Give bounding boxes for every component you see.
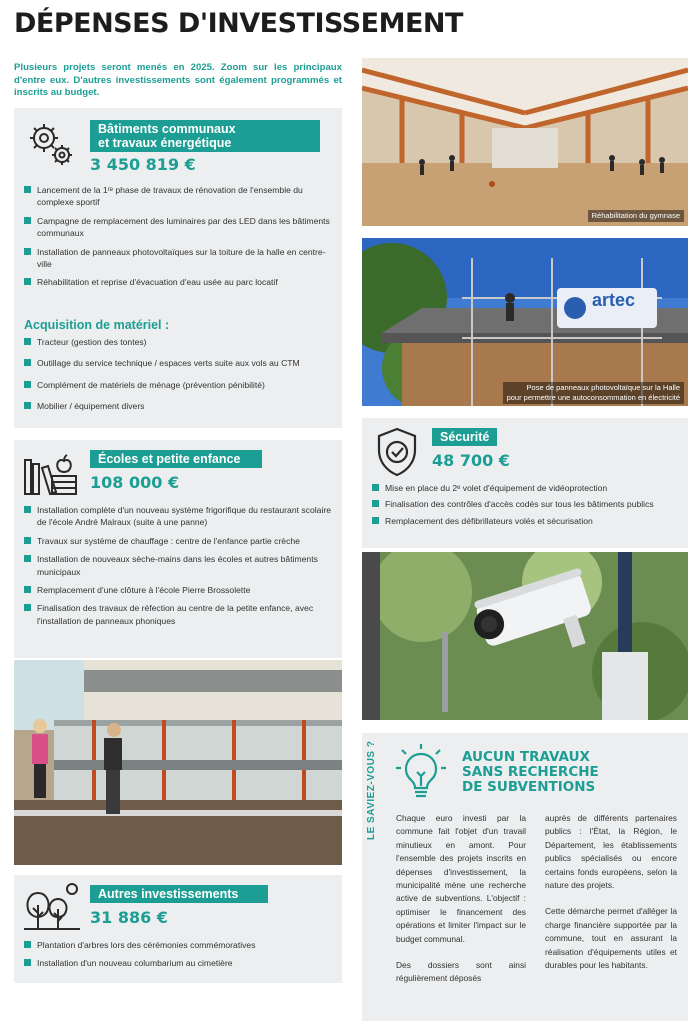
trees-icon (22, 879, 82, 935)
gym-photo (362, 58, 688, 226)
list-item: Installation de panneaux photovoltaïques sur la toiture de la halle en centre-ville (24, 246, 334, 271)
canteen-photo (14, 660, 342, 865)
security-title-badge: Sécurité (432, 428, 497, 446)
list-item: Mobilier / équipement divers (24, 400, 334, 412)
solar-caption (503, 382, 684, 404)
list-item: Lancement de la 1ʳᵉ phase de travaux de rénovation de l'ensemble du complexe sportif (24, 184, 334, 209)
equipment-list (24, 336, 334, 422)
lightbulb-icon (394, 742, 448, 802)
buildings-title-badge (90, 120, 320, 152)
equipment-heading: Acquisition de matériel : (24, 318, 170, 332)
tip-paragraph: Cette démarche permet d'alléger la charge financière supportée par la commune, tout en assurant la réalisation d'équipements utiles et durables pour les habitants. (545, 906, 677, 971)
shield-check-icon (374, 426, 420, 478)
tip-paragraph: auprès de différents partenaires publics : l'État, la Région, le Département, les établissements publics spécialisés ou encore certains fonds européens, selon la nature des projets. (545, 813, 677, 891)
gym-caption: Réhabilitation du gymnase (588, 210, 684, 222)
solar-photo (362, 238, 688, 406)
list-item: Remplacement des défibrillateurs volés et sécurisation (372, 515, 680, 527)
list-item: Travaux sur système de chauffage : centre de l'enfance partie crèche (24, 535, 334, 547)
other-title-badge: Autres investissements (90, 885, 268, 903)
security-card (362, 418, 688, 548)
list-item: Installation d'un nouveau columbarium au cimetière (24, 957, 334, 969)
list-item: Installation de nouveaux sèche-mains dans les écoles et autres bâtiments municipaux (24, 553, 334, 578)
buildings-list (24, 184, 334, 295)
list-item: Campagne de remplacement des luminaires par des LED dans les bâtiments communaux (24, 215, 334, 240)
other-card (14, 875, 342, 983)
list-item: Réhabilitation et reprise d'évacuation d'eau usée au parc locatif (24, 276, 334, 288)
tip-title-line3: DE SUBVENTIONS (462, 779, 596, 795)
did-you-know-label: LE SAVIEZ-VOUS ? (366, 740, 377, 840)
camera-photo (362, 552, 688, 720)
list-item: Tracteur (gestion des tontes) (24, 336, 334, 348)
security-list (372, 482, 680, 531)
solar-caption-line2: pour permettre une autoconsommation en électricité (506, 393, 680, 402)
buildings-amount: 3 450 819 € (90, 155, 196, 174)
gears-icon (24, 118, 76, 170)
list-item: Finalisation des contrôles d'accès codés sur tous les bâtiments publics (372, 498, 680, 510)
other-list (24, 939, 334, 976)
schools-card (14, 440, 342, 658)
security-amount: 48 700 € (432, 451, 510, 470)
page-title: DÉPENSES D'INVESTISSEMENT (14, 8, 463, 39)
tip-column-left (396, 812, 526, 999)
buildings-title-line2: et travaux énergétique (98, 136, 232, 150)
books-apple-icon (22, 446, 80, 498)
tip-title-line1: AUCUN TRAVAUX (462, 749, 590, 765)
list-item: Mise en place du 2ᵉ volet d'équipement de vidéoprotection (372, 482, 680, 494)
list-item: Remplacement d'une clôture à l'école Pierre Brossolette (24, 584, 334, 596)
list-item: Plantation d'arbres lors des cérémonies commémoratives (24, 939, 334, 951)
did-you-know-title (462, 750, 599, 795)
list-item: Outillage du service technique / espaces verts suite aux vols au CTM (24, 357, 334, 369)
tip-paragraph: Chaque euro investi par la commune fait l'objet d'un travail minutieux en amont. Pour l'ensemble des projets inscrits en dépenses d'investissement, la municipalité mène une recherche active de subventions. L'objectif : optimiser le financement des opérations et limiter l'impact sur le budget communal. (396, 813, 526, 944)
solar-caption-line1: Pose de panneaux photovoltaïque sur la Halle (526, 383, 680, 392)
schools-list (24, 504, 334, 633)
other-amount: 31 886 € (90, 908, 168, 927)
buildings-title-line1: Bâtiments communaux (98, 122, 236, 136)
schools-amount: 108 000 € (90, 473, 180, 492)
list-item: Finalisation des travaux de réfection au centre de la petite enfance, avec l'installation de panneaux phoniques (24, 602, 334, 627)
tip-paragraph: Des dossiers sont ainsi régulièrement déposés (396, 960, 526, 984)
tip-title-line2: SANS RECHERCHE (462, 764, 599, 780)
schools-title-badge: Écoles et petite enfance (90, 450, 262, 468)
intro-text: Plusieurs projets seront menés en 2025. Zoom sur les principaux d'entre eux. D'autres investissements sont également programmés et inscrits au budget. (14, 62, 342, 98)
buildings-card (14, 108, 342, 428)
artec-sign: artec (592, 290, 636, 310)
tip-column-right (545, 812, 677, 985)
list-item: Installation complète d'un nouveau système frigorifique du restaurant scolaire de l'école André Malraux (suite à une panne) (24, 504, 334, 529)
list-item: Complément de matériels de ménage (prévention pénibilité) (24, 379, 334, 391)
